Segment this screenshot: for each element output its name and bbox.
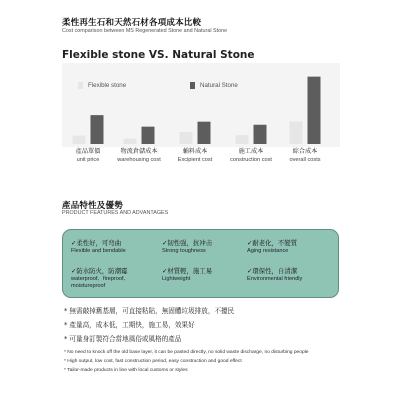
feature-item — [247, 267, 302, 283]
category-label-en: Excipient cost — [177, 157, 213, 163]
category-label-en: construction cost — [230, 157, 272, 163]
features-section-title: 產品特性及優勢 — [62, 201, 123, 211]
bar-flexible — [290, 122, 303, 144]
category-label — [221, 148, 281, 164]
cost-chart — [62, 63, 340, 171]
feature-label-zh: ✓防水防火，防潮霉 — [71, 267, 128, 275]
feature-label-en: Flexible and bendable — [71, 248, 126, 254]
category-label — [109, 148, 169, 164]
feature-label-zh: ✓環保性，自清潔 — [247, 267, 298, 275]
feature-item — [71, 239, 126, 255]
bar-flexible — [180, 132, 193, 144]
chart-title: Flexible stone VS. Natural Stone — [62, 49, 255, 61]
feature-item — [162, 267, 212, 283]
note-zh: * 可量身訂製符合當地風俗或風格的產品 — [64, 335, 182, 343]
note-zh: * 產量高，成本低，工期快，施工易，效果好 — [64, 321, 195, 329]
legend-natural — [190, 82, 238, 89]
bar-natural — [308, 77, 321, 144]
bar-natural — [142, 127, 155, 144]
feature-label-en: Aging resistance — [247, 248, 289, 254]
legend-flexible — [78, 82, 126, 89]
bar-flexible — [236, 135, 249, 144]
category-label — [165, 148, 225, 164]
note-zh: * 無需敲掉舊基層，可直接粘貼，無固體垃圾排放，不擾民 — [64, 307, 235, 315]
category-label-en: unit price — [76, 157, 100, 163]
category-label-zh: 物流倉儲成本 — [120, 148, 158, 155]
legend-swatch-flexible — [78, 82, 83, 89]
feature-item — [71, 267, 151, 290]
legend-swatch-natural — [190, 82, 195, 89]
feature-label-zh: ✓材質輕，施工易 — [162, 267, 213, 275]
bar-flexible — [124, 139, 137, 144]
cost-section-subtitle: Cost comparison between MS Regenerated Stone and Natural Stone — [62, 28, 228, 34]
feature-label-en: waterproof、fireproof、moistureproof — [71, 276, 130, 289]
bar-flexible — [73, 136, 86, 144]
feature-item — [247, 239, 297, 255]
note-en: * High output, low cost, fast construction period, easy construction and good effect — [64, 359, 242, 364]
feature-item — [162, 239, 212, 255]
feature-label-en: Strong toughness — [162, 248, 206, 254]
category-label-en: overall costs — [289, 157, 321, 163]
feature-label-en: Environmental friendly — [247, 276, 303, 282]
cost-section-title: 柔性再生石和天然石材各項成本比較 — [62, 18, 202, 28]
features-panel — [62, 229, 339, 298]
note-en: * Tailor-made products in line with local customs or styles — [64, 368, 188, 373]
feature-label-zh: ✓柔性好，可弯曲 — [71, 239, 122, 247]
legend-label-flexible: Flexible stone — [88, 82, 127, 89]
category-label-zh: 綜合成本 — [292, 148, 318, 155]
category-label-zh: 產品單價 — [75, 148, 101, 155]
category-label-zh: 施工成本 — [238, 148, 264, 155]
note-en: * No need to knock off the old base layer, it can be pasted directly, no solid waste discharge, no disturbing people — [64, 350, 309, 355]
chart-canvas — [62, 63, 340, 147]
category-label-en: warehousing cost — [117, 157, 161, 163]
category-label-zh: 輔料成本 — [182, 148, 208, 155]
feature-label-zh: ✓韧性强，抗冲击 — [162, 239, 213, 247]
bar-natural — [91, 115, 104, 144]
feature-label-zh: ✓耐老化，不變質 — [247, 239, 298, 247]
bar-natural — [254, 125, 267, 144]
features-section-subtitle: PRODUCT FEATURES AND ADVANTAGES — [62, 210, 169, 216]
category-label — [275, 148, 335, 164]
feature-label-en: Lightweight — [162, 276, 191, 282]
bar-natural — [198, 122, 211, 144]
legend-label-natural: Natural Stone — [200, 82, 238, 89]
